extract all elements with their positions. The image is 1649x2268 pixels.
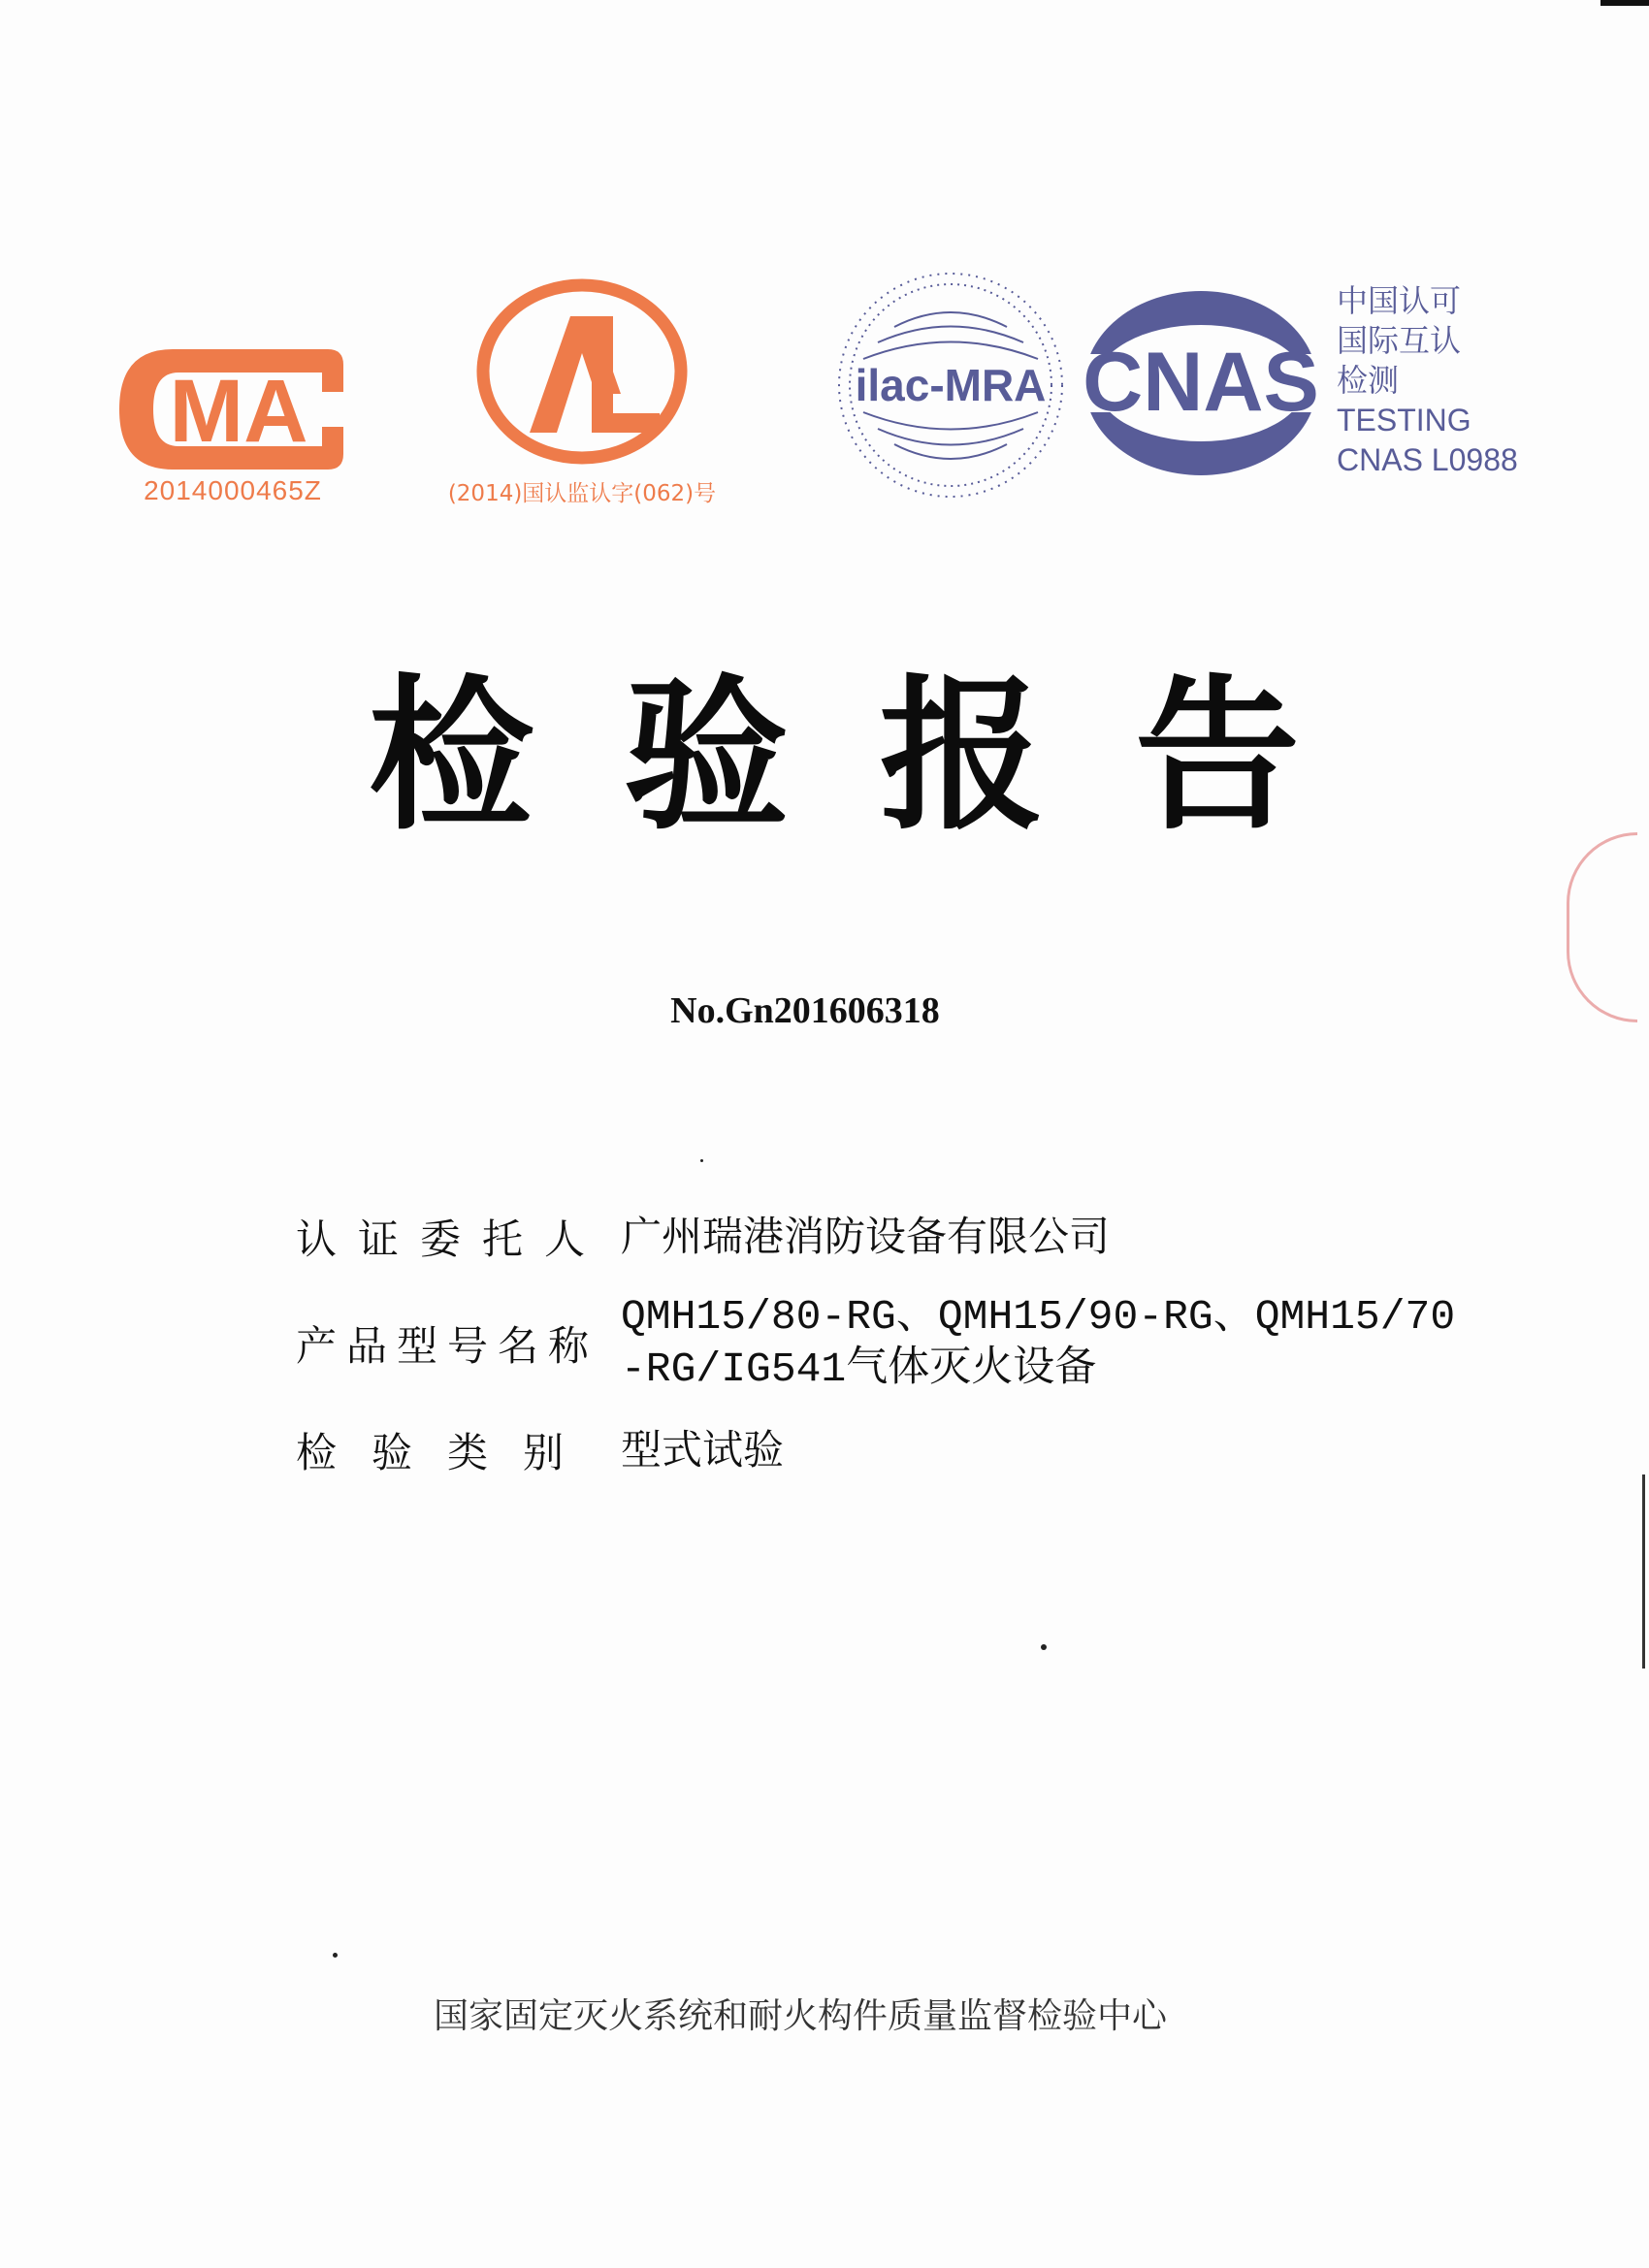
info-row-inspection-type (296, 1421, 1508, 1479)
scan-edge-mark (1600, 0, 1649, 6)
cnas-text-line: CNAS L0988 (1337, 442, 1518, 477)
scan-edge-line (1642, 1474, 1645, 1669)
issuing-organization: 国家固定灭火系统和耐火构件质量监督检验中心 (433, 1996, 1167, 2036)
report-number: No.Gn201606318 (670, 990, 940, 1031)
cal-approval-number: (2014)国认监认字(062)号 (447, 481, 717, 506)
field-label: 检验类别 (296, 1429, 599, 1476)
field-label: 认证委托人 (296, 1215, 607, 1263)
svg-text:CNAS: CNAS (1083, 336, 1319, 429)
svg-text:MA: MA (169, 362, 308, 461)
scan-speck (333, 1953, 338, 1958)
cnas-logo (1077, 286, 1324, 480)
title-char: 检 (369, 661, 534, 853)
cnas-text-line: 国际互认 (1337, 323, 1462, 358)
field-value: 广州瑞港消防设备有限公司 (621, 1213, 1111, 1260)
ilac-mra-logo (834, 267, 1067, 504)
field-label: 产品型号名称 (296, 1322, 599, 1370)
title-char: 验 (624, 661, 790, 853)
field-value: 型式试验 (621, 1426, 785, 1474)
cnas-accreditation-text (1337, 281, 1560, 480)
scan-speck (1041, 1644, 1047, 1650)
scan-speck (700, 1159, 703, 1162)
cnas-text-line: 检测 (1337, 363, 1400, 398)
title-char: 报 (879, 661, 1045, 853)
title-char: 告 (1134, 661, 1300, 853)
field-value: QMH15/80-RG、QMH15/90-RG、QMH15/70-RG/IG541气体灭火设备 (621, 1293, 1456, 1393)
cnas-text-line: 中国认可 (1337, 283, 1462, 318)
info-row-product (296, 1291, 1508, 1396)
report-info-table (296, 1208, 1508, 1505)
cma-certificate-number: 2014000465Z (144, 475, 322, 505)
cnas-text-line: TESTING (1337, 403, 1471, 437)
seal-stamp-edge (1567, 832, 1637, 1022)
info-row-client (296, 1208, 1508, 1266)
cal-logo (475, 277, 689, 467)
cma-logo (114, 322, 347, 497)
svg-text:ilac-MRA: ilac-MRA (855, 360, 1047, 410)
document-title (369, 660, 1300, 854)
